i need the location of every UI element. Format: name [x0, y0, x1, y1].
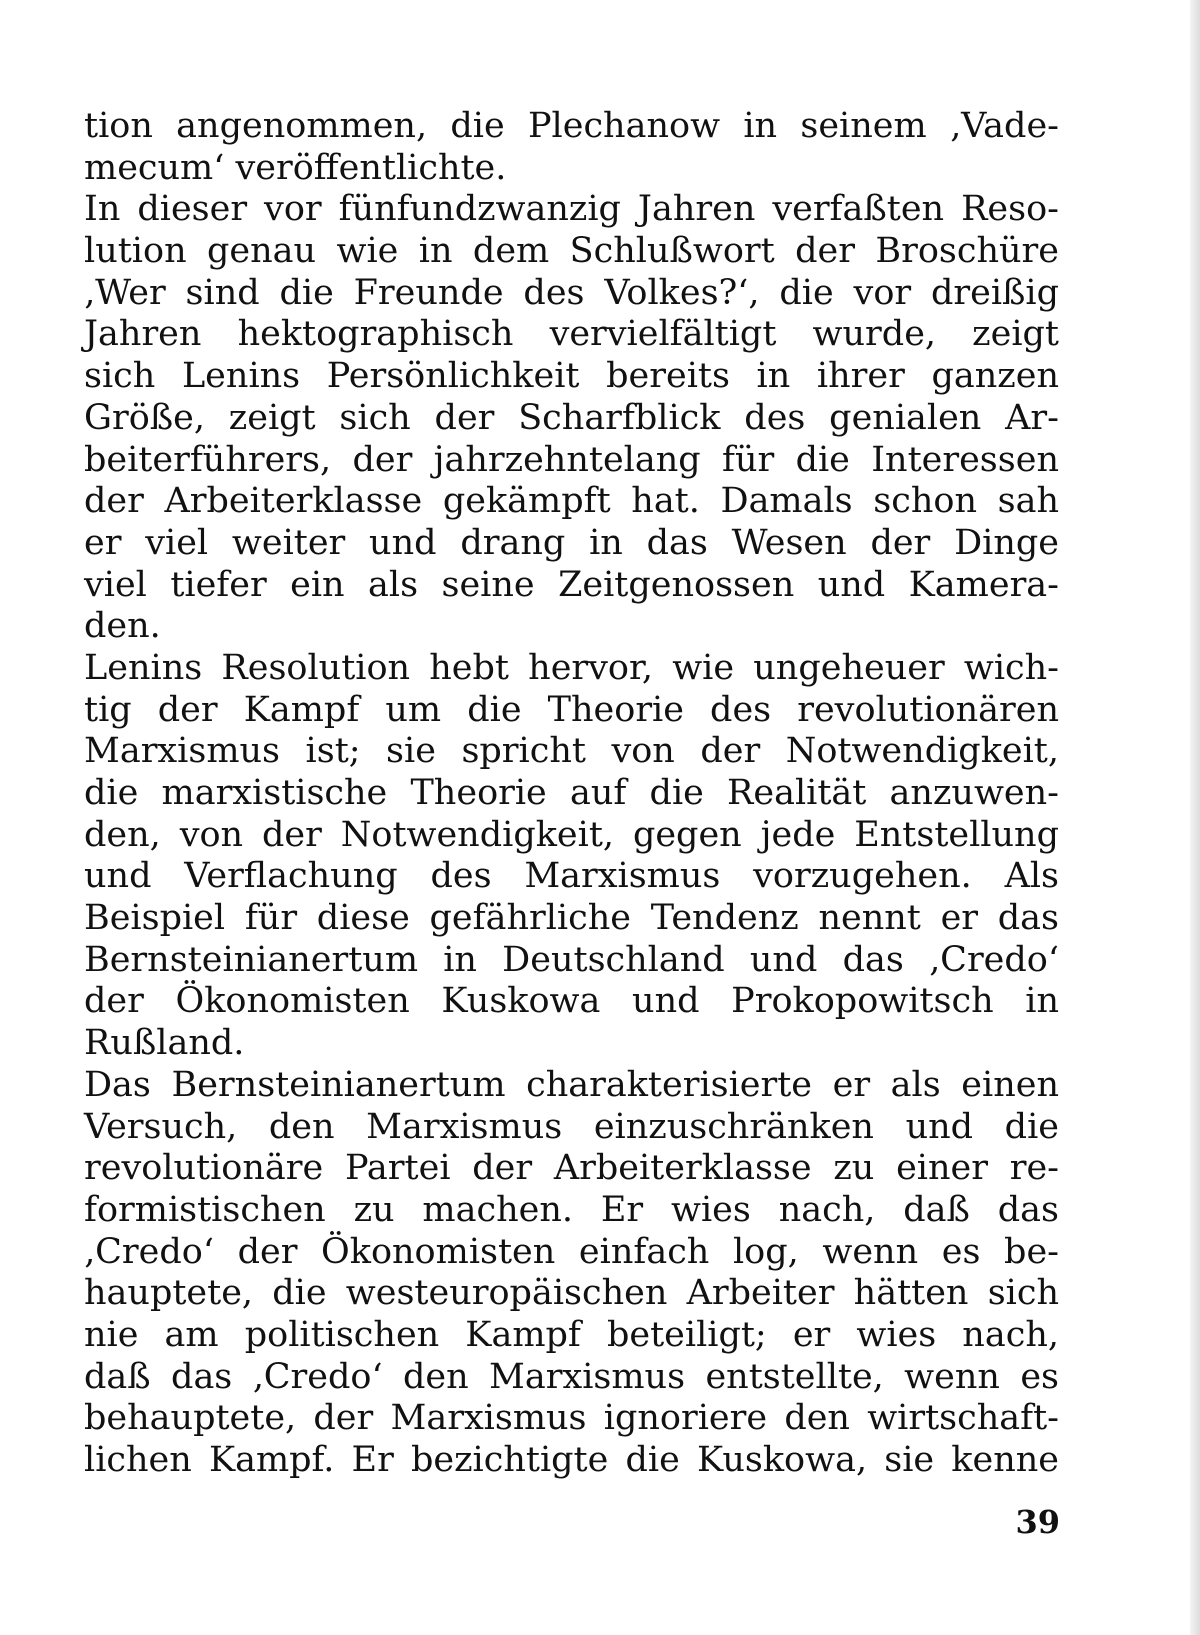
text-line: Lenins Resolution hebt hervor, wie ungeheuer wich- — [84, 647, 1059, 688]
text-line: In dieser vor fünfundzwanzig Jahren verfaßten Reso- — [84, 189, 1059, 230]
text-line: er viel weiter und drang in das Wesen der Dinge — [84, 522, 1059, 563]
text-line: Größe, zeigt sich der Scharfblick des genialen Ar- — [84, 397, 1059, 438]
text-line: den. — [84, 606, 161, 647]
text-line: der Arbeiterklasse gekämpft hat. Damals schon sah — [84, 481, 1059, 522]
text-line: Bernsteinianertum in Deutschland und das ‚Credo‘ — [84, 939, 1059, 980]
text-line: hauptete, die westeuropäischen Arbeiter hätten sich — [84, 1273, 1059, 1314]
text-line: den, von der Notwendigkeit, gegen jede Entstellung — [84, 814, 1059, 855]
text-line: Versuch, den Marxismus einzuschränken und die — [84, 1106, 1059, 1147]
page-number: 39 — [1015, 1503, 1060, 1541]
text-line: nie am politischen Kampf beteiligt; er wies nach, — [84, 1314, 1059, 1355]
text-line: behauptete, der Marxismus ignoriere den wirtschaft- — [84, 1398, 1059, 1439]
text-line: und Verflachung des Marxismus vorzugehen. Als — [84, 856, 1059, 897]
text-line: sich Lenins Persönlichkeit bereits in ihrer ganzen — [84, 356, 1059, 397]
text-line: ‚Credo‘ der Ökonomisten einfach log, wenn es be- — [84, 1231, 1059, 1272]
text-line: viel tiefer ein als seine Zeitgenossen und Kamera- — [84, 564, 1059, 605]
text-line: die marxistische Theorie auf die Realität anzuwen- — [84, 773, 1059, 813]
text-line: revolutionäre Partei der Arbeiterklasse zu einer re- — [84, 1148, 1059, 1189]
text-line: tig der Kampf um die Theorie des revolutionären — [84, 689, 1059, 730]
scan-edge — [1190, 0, 1200, 1635]
text-line: lichen Kampf. Er bezichtigte die Kuskowa, sie kenne — [84, 1440, 1059, 1480]
text-line: daß das ‚Credo‘ den Marxismus entstellte, wenn es — [84, 1356, 1059, 1397]
text-line: ‚Wer sind die Freunde des Volkes?‘, die vor dreißig — [84, 272, 1059, 313]
text-line: Beispiel für diese gefährliche Tendenz nennt er das — [84, 898, 1059, 939]
text-line: beiterführers, der jahrzehntelang für die Interessen — [84, 439, 1059, 480]
text-line: Das Bernsteinianertum charakterisierte er als einen — [84, 1064, 1059, 1105]
text-line: der Ökonomisten Kuskowa und Prokopowitsch in — [84, 981, 1059, 1022]
text-line: Jahren hektographisch vervielfältigt wurde, zeigt — [84, 314, 1059, 355]
text-line: mecum‘ veröffentlichte. — [84, 147, 507, 188]
text-line: formistischen zu machen. Er wies nach, daß das — [84, 1189, 1059, 1230]
text-line: tion angenommen, die Plechanow in seinem ‚Vade- — [84, 106, 1059, 146]
text-line: Rußland. — [84, 1023, 245, 1064]
text-line: lution genau wie in dem Schlußwort der Broschüre — [84, 231, 1059, 272]
body-text — [84, 106, 1059, 1482]
text-line: Marxismus ist; sie spricht von der Notwendigkeit, — [84, 731, 1059, 772]
